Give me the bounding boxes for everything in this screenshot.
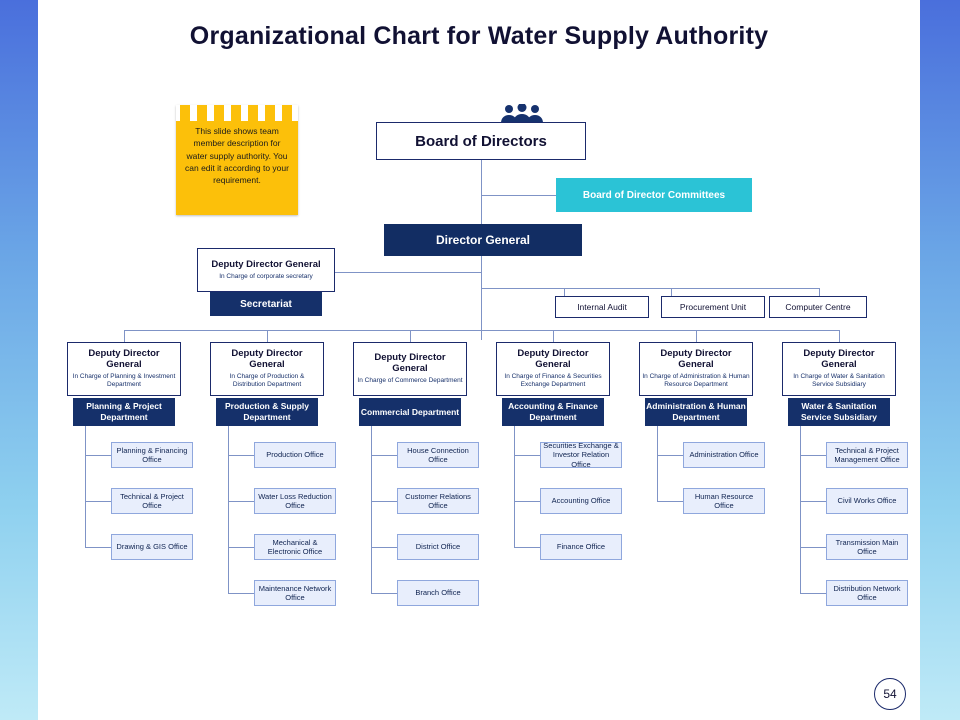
connector bbox=[514, 501, 540, 502]
node-office[interactable]: Customer Relations Office bbox=[397, 488, 479, 514]
connector bbox=[228, 455, 254, 456]
node-subtitle: In Charge of Commerce Department bbox=[357, 377, 463, 385]
node-office[interactable]: Water Loss Reduction Office bbox=[254, 488, 336, 514]
connector bbox=[657, 426, 658, 501]
node-title: Deputy Director General bbox=[374, 352, 446, 375]
node-computer-centre[interactable]: Computer Centre bbox=[769, 296, 867, 318]
node-title: Deputy Director General bbox=[660, 348, 732, 371]
node-deputy-director-general-secretary[interactable] bbox=[197, 248, 335, 292]
node-department[interactable]: Commercial Department bbox=[359, 398, 461, 426]
node-office[interactable]: Administration Office bbox=[683, 442, 765, 468]
right-edge-decoration bbox=[920, 0, 960, 720]
node-subtitle: In Charge of Administration & Human Resource Department bbox=[642, 373, 750, 388]
connector bbox=[410, 330, 411, 342]
node-department[interactable]: Water & Sanitation Service Subsidiary bbox=[788, 398, 890, 426]
node-subtitle: In Charge of Planning & Investment Department bbox=[72, 373, 176, 388]
node-board-committees[interactable]: Board of Director Committees bbox=[556, 178, 752, 212]
node-title: Deputy Director General bbox=[211, 258, 321, 270]
node-title: Deputy Director General bbox=[517, 348, 589, 371]
node-office[interactable]: House Connection Office bbox=[397, 442, 479, 468]
node-deputy-director-general[interactable] bbox=[782, 342, 896, 396]
node-title: Deputy Director General bbox=[88, 348, 160, 371]
connector bbox=[85, 455, 111, 456]
connector bbox=[371, 455, 397, 456]
page-title: Organizational Chart for Water Supply Authority bbox=[189, 22, 769, 50]
node-deputy-director-general[interactable] bbox=[353, 342, 467, 396]
connector bbox=[481, 195, 556, 196]
node-office[interactable]: Drawing & GIS Office bbox=[111, 534, 193, 560]
connector bbox=[371, 501, 397, 502]
node-subtitle: In Charge of Production & Distribution Department bbox=[229, 373, 305, 388]
connector bbox=[553, 330, 554, 342]
connector bbox=[800, 455, 826, 456]
connector bbox=[228, 501, 254, 502]
node-title: Deputy Director General bbox=[803, 348, 875, 371]
node-subtitle: In Charge of Water & Sanitation Service Subsidiary bbox=[793, 373, 885, 388]
sticky-note bbox=[176, 105, 298, 215]
node-department[interactable]: Accounting & Finance Department bbox=[502, 398, 604, 426]
node-office[interactable]: District Office bbox=[397, 534, 479, 560]
slide-canvas bbox=[38, 0, 920, 720]
node-office[interactable]: Human Resource Office bbox=[683, 488, 765, 514]
node-office[interactable]: Production Office bbox=[254, 442, 336, 468]
node-board-of-directors[interactable]: Board of Directors bbox=[376, 122, 586, 160]
node-department[interactable]: Production & Supply Department bbox=[216, 398, 318, 426]
connector bbox=[228, 547, 254, 548]
node-director-general[interactable]: Director General bbox=[384, 224, 582, 256]
node-secretariat[interactable]: Secretariat bbox=[210, 292, 322, 316]
connector bbox=[800, 547, 826, 548]
node-office[interactable]: Maintenance Network Office bbox=[254, 580, 336, 606]
node-office[interactable]: Finance Office bbox=[540, 534, 622, 560]
node-office[interactable]: Technical & Project Management Office bbox=[826, 442, 908, 468]
connector bbox=[657, 501, 683, 502]
connector bbox=[481, 256, 482, 340]
node-subtitle: In Charge of corporate secretary bbox=[219, 272, 313, 280]
node-office[interactable]: Mechanical & Electronic Office bbox=[254, 534, 336, 560]
connector bbox=[228, 593, 254, 594]
node-department[interactable]: Administration & Human Department bbox=[645, 398, 747, 426]
node-internal-audit[interactable]: Internal Audit bbox=[555, 296, 649, 318]
connector bbox=[85, 547, 111, 548]
node-office[interactable]: Branch Office bbox=[397, 580, 479, 606]
connector bbox=[696, 330, 697, 342]
node-office[interactable]: Planning & Financing Office bbox=[111, 442, 193, 468]
connector bbox=[267, 330, 268, 342]
node-office[interactable]: Distribution Network Office bbox=[826, 580, 908, 606]
connector-bus bbox=[124, 330, 840, 331]
node-office[interactable]: Accounting Office bbox=[540, 488, 622, 514]
node-office[interactable]: Technical & Project Office bbox=[111, 488, 193, 514]
page-number: 54 bbox=[874, 678, 906, 710]
connector bbox=[85, 426, 86, 547]
connector bbox=[800, 426, 801, 593]
connector bbox=[514, 426, 515, 547]
node-deputy-director-general[interactable] bbox=[67, 342, 181, 396]
node-office[interactable]: Securities Exchange & Investor Relation Office bbox=[540, 442, 622, 468]
sticky-note-text: This slide shows team member description for water supply authority. You can edit it according to your requirement. bbox=[185, 126, 289, 186]
connector bbox=[228, 426, 229, 593]
node-office[interactable]: Civil Works Office bbox=[826, 488, 908, 514]
connector bbox=[839, 330, 840, 342]
left-edge-decoration bbox=[0, 0, 38, 720]
connector bbox=[371, 547, 397, 548]
node-department[interactable]: Planning & Project Department bbox=[73, 398, 175, 426]
node-procurement-unit[interactable]: Procurement Unit bbox=[661, 296, 765, 318]
connector bbox=[481, 288, 819, 289]
connector bbox=[371, 593, 397, 594]
connector bbox=[85, 501, 111, 502]
node-title: Deputy Director General bbox=[231, 348, 303, 371]
connector bbox=[800, 593, 826, 594]
node-deputy-director-general[interactable] bbox=[639, 342, 753, 396]
connector bbox=[514, 547, 540, 548]
connector bbox=[514, 455, 540, 456]
node-subtitle: In Charge of Finance & Securities Exchange Department bbox=[504, 373, 602, 388]
node-deputy-director-general[interactable] bbox=[210, 342, 324, 396]
connector bbox=[124, 330, 125, 342]
node-deputy-director-general[interactable] bbox=[496, 342, 610, 396]
connector bbox=[800, 501, 826, 502]
node-office[interactable]: Transmission Main Office bbox=[826, 534, 908, 560]
connector bbox=[657, 455, 683, 456]
connector bbox=[371, 426, 372, 593]
